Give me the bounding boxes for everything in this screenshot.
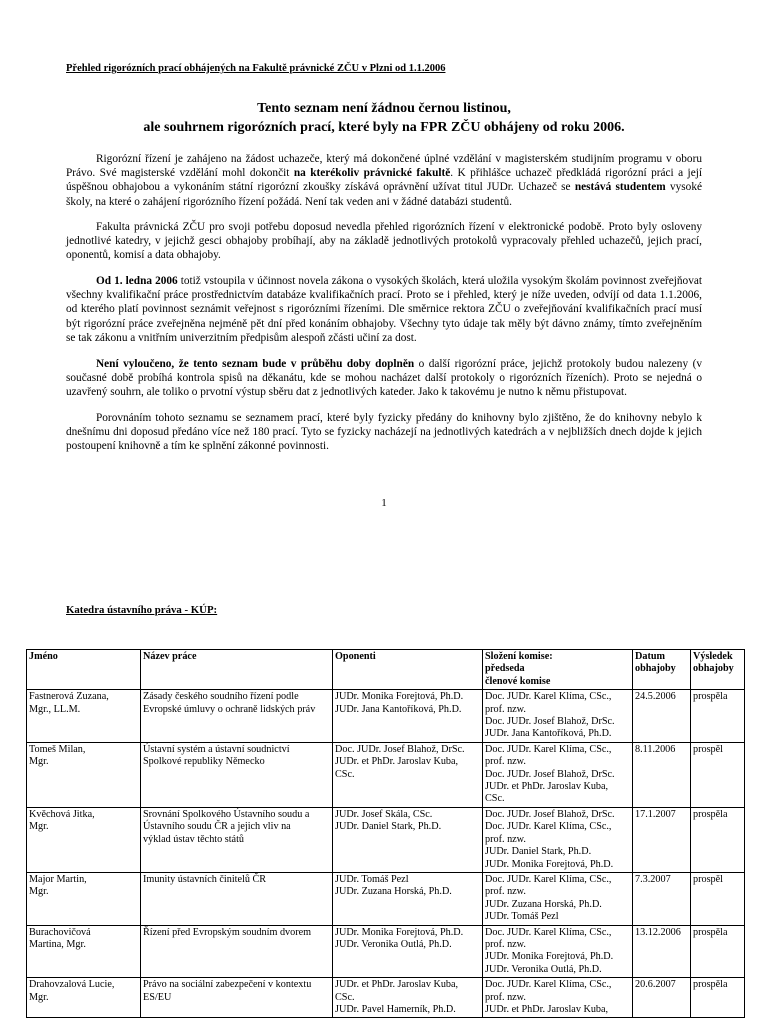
cell-title	[141, 690, 333, 743]
paragraph-1-text-c: . K přihlášce uchazeč předkládá rigorózní práci a její úspěšnou obhajobou a vykonáním státní rigorózní zkoušky získává oprávnění užívat titul JUDr. Uchazeč se	[66, 167, 702, 194]
cell-title-line: Ústavního soudu ČR a jejich vliv na	[143, 821, 291, 833]
cell-title	[141, 978, 333, 1018]
cell-committee-line: prof. nzw.	[485, 756, 526, 768]
cell-title	[141, 872, 333, 925]
cell-title-line: Imunity ústavních činitelů ČR	[143, 873, 267, 885]
cell-name-line: Burachovičová	[29, 926, 91, 938]
cell-committee-line: prof. nzw.	[485, 991, 526, 1003]
paragraph-3-bold-a: Od 1. ledna 2006	[96, 275, 178, 287]
cell-opponents-line: CSc.	[335, 991, 355, 1003]
table-body	[27, 690, 745, 1018]
cell-opponents	[333, 978, 483, 1018]
cell-opponents	[333, 872, 483, 925]
cell-committee-line: Doc. JUDr. Josef Blahož, DrSc.	[485, 808, 615, 820]
table-row	[27, 690, 745, 743]
cell-opponents-line: JUDr. Jana Kantoříková, Ph.D.	[335, 703, 462, 715]
title-line-2: ale souhrnem rigorózních prací, které byly na FPR ZČU obhájeny od roku 2006.	[143, 120, 625, 135]
cell-committee-line: prof. nzw.	[485, 703, 526, 715]
cell-name-line: Martina, Mgr.	[29, 938, 86, 950]
cell-opponents-line: JUDr. Monika Forejtová, Ph.D.	[335, 926, 464, 938]
cell-name-line: Mgr.	[29, 756, 49, 768]
header-result-line-1: Výsledek	[693, 651, 733, 662]
cell-name	[27, 807, 141, 872]
cell-name-line: Fastnerová Zuzana,	[29, 691, 109, 703]
section-heading: Katedra ústavního práva - KÚP:	[66, 604, 218, 616]
header-committee	[483, 650, 633, 690]
cell-result: prospěla	[691, 925, 745, 978]
cell-committee-line: Doc. JUDr. Karel Klíma, CSc.,	[485, 743, 612, 755]
cell-title-line: výklad ústav těchto států	[143, 833, 245, 845]
table-row	[27, 742, 745, 807]
cell-opponents	[333, 807, 483, 872]
cell-title-line: Ústavní systém a ústavní soudnictví	[143, 743, 290, 755]
cell-name-line: Mgr., LL.M.	[29, 703, 81, 715]
defenses-table	[26, 649, 745, 1018]
cell-committee-line: JUDr. Monika Forejtová, Ph.D.	[485, 858, 614, 870]
table-row	[27, 872, 745, 925]
cell-committee	[483, 807, 633, 872]
cell-name-line: Mgr.	[29, 821, 49, 833]
cell-committee-line: JUDr. et PhDr. Jaroslav Kuba,	[485, 781, 609, 793]
cell-committee-line: Doc. JUDr. Karel Klíma, CSc.,	[485, 691, 612, 703]
header-result	[691, 650, 745, 690]
header-committee-line-2: předseda	[485, 663, 525, 675]
cell-date: 20.6.2007	[633, 978, 691, 1018]
cell-title-line: Právo na sociální zabezpečení v kontextu	[143, 979, 312, 991]
cell-date: 8.11.2006	[633, 742, 691, 807]
cell-opponents-line: JUDr. Tomáš Pezl	[335, 873, 409, 885]
cell-result: prospěla	[691, 807, 745, 872]
cell-name-line: Mgr.	[29, 886, 49, 898]
paragraph-5: Porovnáním tohoto seznamu se seznamem prací, které byly fyzicky předány do knihovny bylo zjištěno, že do knihovny nebylo k dnešnímu dni doposud předáno více než 180 prací. Tyto se fyzicky nacházejí na jednotlivých katedrách a v nejbližších dnech dojde k jejich postoupení knihovně a tím ke splnění zákonné povinnosti.	[66, 412, 702, 453]
header-date-line-1: Datum	[635, 651, 665, 662]
cell-title-line: Řízení před Evropským soudním dvorem	[143, 926, 312, 938]
paragraph-3	[66, 274, 702, 345]
title-line-1: Tento seznam není žádnou černou listinou,	[257, 101, 511, 116]
cell-name	[27, 978, 141, 1018]
cell-name-line: Tomeš Milan,	[29, 743, 86, 755]
cell-name	[27, 872, 141, 925]
cell-name-line: Mgr.	[29, 991, 49, 1003]
cell-opponents-line: CSc.	[335, 768, 355, 780]
header-date-line-2: obhajoby	[635, 663, 676, 675]
paragraph-1-text-e: vysoké školy, na které o zahájení rigorózního řízení požádá. Není tak veden ani v žádné databázi studentů.	[66, 181, 702, 208]
cell-name-line: Drahovzalová Lucie,	[29, 979, 115, 991]
paragraph-3-text-b: totiž vstoupila v účinnost novela zákona o vysokých školách, která uložila vysokým školám povinnost zveřejňovat všechny kvalifikační práce prostřednictvím databáze kvalifikačních prací. Proto se i přehled, který je níže uveden, odvíjí od data 1.1.2006, od kterého platí povinnost seznámit veřejnost s rigorózními řízeními. Dle směrnice rektora ZČU o zveřejňování kvalifikačních prací musí být rigorózní práce zveřejněna nejméně pět dní před konáním obhajoby. Všechny tyto údaje tak měly být dávno známy, tímto zveřejněním se tak zákonu a vnitřním univerzitním předpisům alespoň zčásti učiní za dost.	[66, 275, 702, 344]
cell-title-line: ES/EU	[143, 991, 172, 1003]
cell-result: prospěl	[691, 742, 745, 807]
paragraph-1	[66, 152, 702, 209]
cell-committee-line: prof. nzw.	[485, 938, 526, 950]
cell-date: 24.5.2006	[633, 690, 691, 743]
cell-committee-line: Doc. JUDr. Josef Blahož, DrSc.	[485, 768, 615, 780]
cell-committee-line: JUDr. Zuzana Horská, Ph.D.	[485, 898, 602, 910]
cell-title	[141, 925, 333, 978]
paragraph-4-text-b: o další rigorózní práce, jejichž protokoly budou nalezeny (v současné době probíhá kontrola spisů na děkanátu, kde se mohou nacházet další protokoly o rigorózních řízeních). Proto se nejedná o uzavřený souhrn, ale toliko o prvotní výstup sběru dat z jednotlivých kateder. Jako k takovému je nutno k němu přistupovat.	[66, 358, 702, 399]
cell-opponents	[333, 690, 483, 743]
header-opponents: Oponenti	[333, 650, 483, 690]
cell-opponents-line: Doc. JUDr. Josef Blahož, DrSc.	[335, 743, 465, 755]
cell-name	[27, 925, 141, 978]
page-number: 1	[381, 497, 387, 509]
cell-title-line: Srovnání Spolkového Ústavního soudu a	[143, 808, 310, 820]
header-committee-line-1: Složení komise:	[485, 651, 553, 662]
paragraph-1-text-a: Rigorózní řízení je zahájeno na žádost uchazeče, který má dokončené úplné vzdělání v magisterském studijním programu v oboru Právo. Své magisterské vzdělání mohl dokončit	[66, 153, 702, 180]
cell-committee	[483, 742, 633, 807]
header-result-line-2: obhajoby	[693, 663, 734, 675]
paragraph-4-bold-a: Není vyloučeno, že tento seznam bude v průběhu doby doplněn	[96, 358, 415, 370]
cell-name-line: Major Martin,	[29, 873, 87, 885]
cell-date: 7.3.2007	[633, 872, 691, 925]
cell-result: prospěla	[691, 978, 745, 1018]
cell-committee-line: Doc. JUDr. Josef Blahož, DrSc.	[485, 716, 615, 728]
cell-title-line: Spolkové republiky Německo	[143, 756, 265, 768]
cell-title-line: Evropské úmluvy o ochraně lidských práv	[143, 703, 316, 715]
cell-opponents	[333, 925, 483, 978]
cell-committee-line: JUDr. Jana Kantoříková, Ph.D.	[485, 728, 612, 740]
cell-committee-line: JUDr. Veronika Outlá, Ph.D.	[485, 963, 602, 975]
cell-committee	[483, 690, 633, 743]
cell-committee-line: Doc. JUDr. Karel Klíma, CSc.,	[485, 821, 612, 833]
cell-title-line: Zásady českého soudního řízení podle	[143, 691, 299, 703]
paragraph-4	[66, 357, 702, 400]
cell-opponents-line: JUDr. et PhDr. Jaroslav Kuba,	[335, 979, 459, 991]
cell-name	[27, 742, 141, 807]
cell-committee	[483, 872, 633, 925]
cell-opponents-line: JUDr. Zuzana Horská, Ph.D.	[335, 886, 452, 898]
header-committee-line-3: členové komise	[485, 675, 551, 687]
cell-committee	[483, 925, 633, 978]
cell-opponents	[333, 742, 483, 807]
table-row	[27, 807, 745, 872]
header-date	[633, 650, 691, 690]
cell-opponents-line: JUDr. Monika Forejtová, Ph.D.	[335, 691, 464, 703]
cell-committee-line: JUDr. Daniel Stark, Ph.D.	[485, 846, 592, 858]
cell-committee	[483, 978, 633, 1018]
cell-result: prospěla	[691, 690, 745, 743]
cell-title	[141, 742, 333, 807]
table-header-row	[27, 650, 745, 690]
cell-name	[27, 690, 141, 743]
table-row	[27, 978, 745, 1018]
cell-opponents-line: JUDr. Veronika Outlá, Ph.D.	[335, 938, 452, 950]
paragraph-1-bold-d: nestává studentem	[574, 181, 666, 194]
cell-name-line: Kvěchová Jitka,	[29, 808, 95, 820]
cell-committee-line: prof. nzw.	[485, 833, 526, 845]
cell-opponents-line: JUDr. et PhDr. Jaroslav Kuba,	[335, 756, 459, 768]
header-title: Název práce	[141, 650, 333, 690]
cell-opponents-line: JUDr. Pavel Hamerník, Ph.D.	[335, 1003, 456, 1015]
cell-opponents-line: JUDr. Daniel Stark, Ph.D.	[335, 821, 442, 833]
cell-opponents-line: JUDr. Josef Skála, CSc.	[335, 808, 433, 820]
cell-committee-line: CSc.	[485, 793, 505, 805]
cell-committee-line: Doc. JUDr. Karel Klíma, CSc.,	[485, 926, 612, 938]
table-row	[27, 925, 745, 978]
cell-result: prospěl	[691, 872, 745, 925]
cell-committee-line: Doc. JUDr. Karel Klíma, CSc.,	[485, 873, 612, 885]
cell-committee-line: JUDr. Monika Forejtová, Ph.D.	[485, 951, 614, 963]
document-header: Přehled rigorózních prací obhájených na Fakultě právnické ZČU v Plzni od 1.1.2006	[66, 63, 446, 74]
paragraph-2: Fakulta právnická ZČU pro svoji potřebu doposud nevedla přehled rigorózních řízení v elektronické podobě. Proto byly osloveny jednotlivé katedry, v jejichž gesci obhajoby probíhají, aby na základě jednotlivých protokolů vypracovaly přehled uchazečů, jejich prací, oponentů, komisí a data obhajoby.	[66, 221, 702, 262]
cell-date: 13.12.2006	[633, 925, 691, 978]
cell-committee-line: JUDr. Tomáš Pezl	[485, 911, 559, 923]
cell-date: 17.1.2007	[633, 807, 691, 872]
cell-committee-line: prof. nzw.	[485, 886, 526, 898]
header-name: Jméno	[27, 650, 141, 690]
cell-committee-line: JUDr. et PhDr. Jaroslav Kuba,	[485, 1003, 609, 1015]
cell-title	[141, 807, 333, 872]
cell-committee-line: Doc. JUDr. Karel Klíma, CSc.,	[485, 979, 612, 991]
paragraph-1-bold-b: na kterékoliv právnické fakultě	[293, 167, 451, 180]
